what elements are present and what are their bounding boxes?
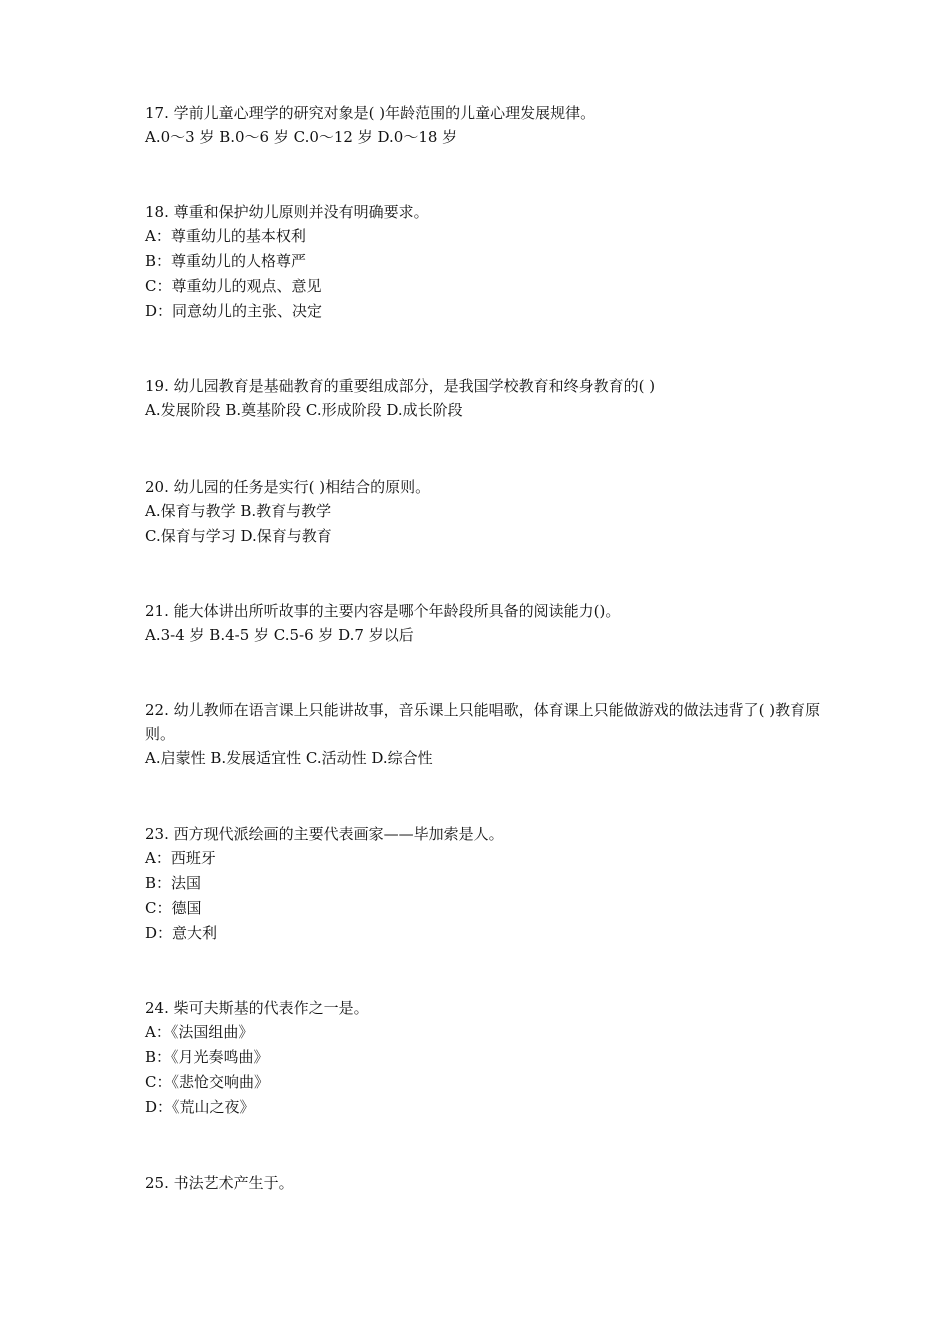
question-20	[145, 475, 825, 549]
question-stem: 22. 幼儿教师在语言课上只能讲故事，音乐课上只能唱歌，体育课上只能做游戏的做法违背了( )教育原则。	[145, 701, 821, 743]
question-stem: 18. 尊重和保护幼儿原则并没有明确要求。	[145, 203, 429, 221]
option-line-1: A.保育与教学 B.教育与教学	[145, 502, 332, 520]
question-21	[145, 599, 825, 648]
option-line: A.启蒙性 B.发展适宜性 C.活动性 D.综合性	[145, 749, 433, 767]
question-17	[145, 101, 825, 150]
option-a: A：《法国组曲》	[145, 1023, 254, 1041]
option-line: A.发展阶段 B.奠基阶段 C.形成阶段 D.成长阶段	[145, 401, 463, 419]
option-b: B：《月光奏鸣曲》	[145, 1048, 269, 1066]
option-a: A：西班牙	[145, 849, 216, 867]
question-stem: 25. 书法艺术产生于。	[145, 1174, 294, 1192]
question-19	[145, 374, 825, 423]
question-18	[145, 200, 825, 324]
option-c: C：德国	[145, 899, 202, 917]
question-stem: 19. 幼儿园教育是基础教育的重要组成部分，是我国学校教育和终身教育的( )	[145, 377, 656, 395]
option-b: B：法国	[145, 874, 202, 892]
question-24	[145, 996, 825, 1120]
option-line: A.0～3 岁 B.0～6 岁 C.0～12 岁 D.0～18 岁	[145, 128, 458, 146]
option-d: D：同意幼儿的主张、决定	[145, 302, 323, 320]
question-stem: 23. 西方现代派绘画的主要代表画家——毕加索是人。	[145, 825, 504, 843]
question-22	[145, 698, 825, 771]
option-a: A：尊重幼儿的基本权利	[145, 227, 306, 245]
option-c: C：《悲怆交响曲》	[145, 1073, 269, 1091]
option-line-2: C.保育与学习 D.保育与教育	[145, 527, 332, 545]
question-23	[145, 822, 825, 946]
question-stem: 24. 柴可夫斯基的代表作之一是。	[145, 999, 369, 1017]
option-c: C：尊重幼儿的观点、意见	[145, 277, 322, 295]
question-stem: 20. 幼儿园的任务是实行( )相结合的原则。	[145, 478, 431, 496]
option-d: D：意大利	[145, 924, 218, 942]
question-25	[145, 1171, 825, 1195]
question-stem: 17. 学前儿童心理学的研究对象是( )年龄范围的儿童心理发展规律。	[145, 104, 596, 122]
option-line: A.3-4 岁 B.4-5 岁 C.5-6 岁 D.7 岁以后	[145, 626, 414, 644]
option-b: B：尊重幼儿的人格尊严	[145, 252, 307, 270]
question-stem: 21. 能大体讲出所听故事的主要内容是哪个年龄段所具备的阅读能力()。	[145, 602, 621, 620]
option-d: D：《荒山之夜》	[145, 1098, 255, 1116]
